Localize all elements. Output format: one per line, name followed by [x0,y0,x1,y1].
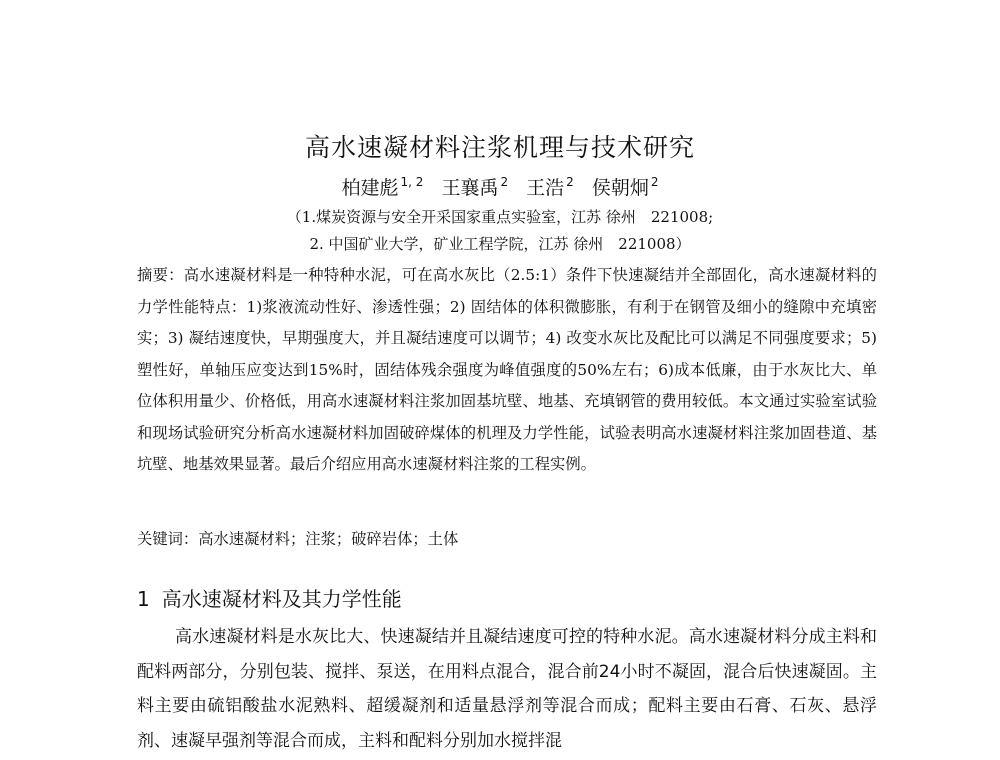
keywords-text: 高水速凝材料；注浆；破碎岩体；土体 [198,530,459,548]
author-affiliation-marker: 2 [650,175,659,189]
author-2 [441,177,508,199]
abstract [137,260,877,481]
keywords-label: 关键词： [137,530,199,548]
author-affiliation-marker: 2 [566,175,574,189]
author-1 [341,177,423,199]
author-name: 王浩 [526,177,565,199]
author-name: 王襄禹 [441,177,499,199]
author-list [0,173,1000,200]
section-heading [137,583,402,612]
abstract-label: 摘要： [137,266,184,284]
author-4 [592,177,659,199]
paper-title: 高水速凝材料注浆机理与技术研究 [304,133,695,162]
keywords [137,527,458,549]
author-3 [526,177,574,199]
author-name: 侯朝炯 [591,177,649,199]
author-affiliation-marker: 1, 2 [400,175,424,189]
section-number: 1 [137,587,150,611]
author-name: 柏建彪 [341,177,399,199]
author-affiliation-marker: 2 [500,175,509,189]
affiliation-2: 2. 中国矿业大学，矿业工程学院，江苏 徐州 221008） [309,235,691,253]
body-paragraph: 高水速凝材料是水灰比大、快速凝结并且凝结速度可控的特种水泥。高水速凝材料分成主料和配料两部分，分别包装、搅拌、泵送，在用料点混合，混合前24小时不凝固，混合后快速凝固。主料主要由硫铝酸盐水泥熟料、超缓凝剂和适量悬浮剂等混合而成；配料主要由石膏、石灰、悬浮剂、速凝早强剂等混合而成，主料和配料分别加水搅拌混 [137,627,877,751]
abstract-text: 高水速凝材料是一种特种水泥，可在高水灰比（2.5:1）条件下快速凝结并全部固化，高水速凝材料的力学性能特点：1)浆液流动性好、渗透性强；2) 固结体的体积微膨胀，有利于在钢管及细小的缝隙中充填密实；3) 凝结速度快，早期强度大，并且凝结速度可以调节；4) 改变水灰比及配比可以满足不同强度要求；5) 塑性好，单轴压应变达到15%时，固结体残余强度为峰值强度的50%左右；6)成本低廉，由于水灰比大、单位体积用量少、价格低，用高水速凝材料注浆加固基坑壁、地基、充填钢管的费用较低。本文通过实验室试验和现场试验研究分析高水速凝材料加固破碎煤体的机理及力学性能，试验表明高水速凝材料注浆加固巷道、基坑壁、地基效果显著。最后介绍应用高水速凝材料注浆的工程实例。 [137,266,877,473]
section-title: 高水速凝材料及其力学性能 [161,587,402,611]
affiliation-1: （1.煤炭资源与安全开采国家重点实验室，江苏 徐州 221008; [286,208,714,226]
